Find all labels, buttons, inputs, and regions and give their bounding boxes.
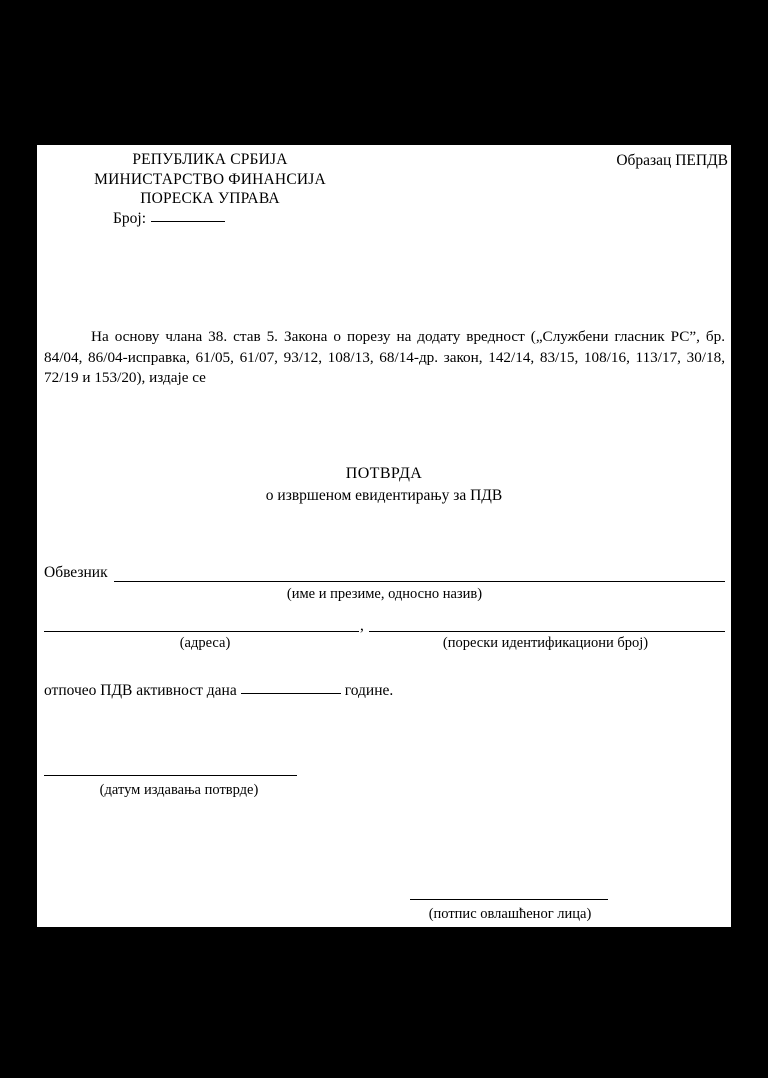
organization-line-tax-administration: ПОРЕСКА УПРАВА (140, 190, 280, 207)
document-number-row (113, 208, 225, 228)
page-title: ПОТВРДА (345, 465, 423, 482)
issue-date-block (44, 774, 344, 800)
taxpayer-name-caption: (име и презиме, односно назив) (286, 586, 483, 602)
taxpayer-tin-input[interactable] (369, 617, 725, 632)
document-number-label: Број: (113, 210, 147, 227)
organization-block (45, 150, 375, 209)
legal-basis-paragraph: На основу члана 38. став 5. Закона о порезу на додату вредност („Службени гласник РС”, бр. 84/04, 86/04-исправка, 61/05, 61/07, 93/12, 108/13, 68/14-др. закон, 142/14, 83/15, 108/16, 113/17, 30/18, 72/19 и 153/20), издаје се (44, 328, 725, 386)
field-separator-comma: , (360, 617, 364, 634)
taxpayer-address-input[interactable] (44, 617, 359, 632)
document-title-block (37, 463, 731, 506)
activity-prefix-text: отпочео ПДВ активност дана (44, 682, 237, 699)
activity-suffix-text: године. (344, 682, 394, 699)
signature-block (410, 898, 710, 924)
issue-date-input[interactable] (44, 774, 297, 776)
issue-date-caption: (датум издавања потврде) (99, 782, 259, 798)
taxpayer-address-tin-row (44, 617, 725, 632)
taxpayer-address-caption: (адреса) (179, 635, 231, 651)
organization-line-ministry: МИНИСТАРСТВО ФИНАНСИЈА (94, 170, 326, 188)
taxpayer-label: Обвезник (44, 564, 108, 581)
signature-caption: (потпис овлашћеног лица) (428, 906, 592, 922)
page-subtitle: о извршеном евидентирању за ПДВ (265, 487, 503, 504)
taxpayer-name-input[interactable] (114, 567, 725, 582)
taxpayer-name-row (44, 563, 725, 582)
activity-start-row (44, 680, 725, 700)
signature-input[interactable] (410, 898, 608, 900)
activity-date-input[interactable] (241, 680, 341, 694)
form-fields (44, 563, 725, 700)
organization-line-republic: РЕПУБЛИКА СРБИЈА (132, 151, 288, 168)
document-number-input[interactable] (151, 208, 225, 222)
form-code-label: Образац ПЕПДВ (616, 152, 728, 169)
document-page (37, 145, 731, 927)
taxpayer-tin-caption: (порески идентификациони број) (442, 635, 649, 651)
address-tin-captions (44, 634, 725, 653)
